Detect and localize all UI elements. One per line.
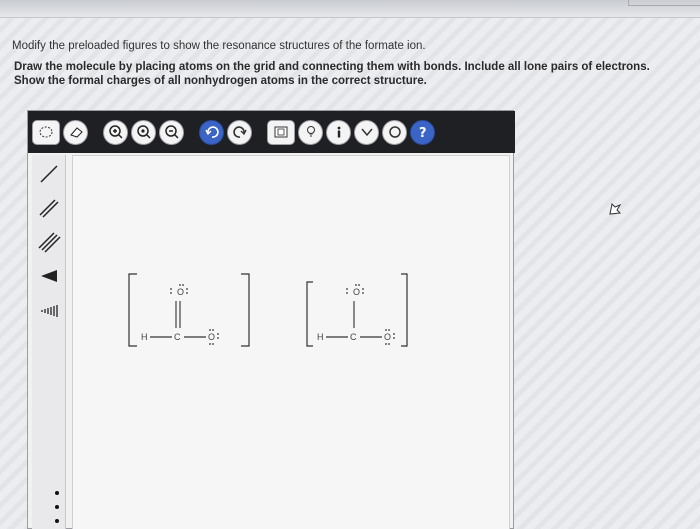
atom-o-right-1: O: [208, 332, 216, 342]
left-bracket-1: [129, 274, 137, 346]
mouse-cursor-icon: [608, 202, 622, 221]
top-right-tab[interactable]: [628, 0, 700, 6]
redo-icon[interactable]: [227, 120, 252, 145]
more-options-icon[interactable]: [50, 483, 64, 529]
instruction-line-1: Draw the molecule by placing atoms on the grid and connecting them with bonds. Include all lone pairs of electrons.: [14, 61, 650, 73]
right-bracket-1: [241, 274, 249, 346]
wedge-bond-icon[interactable]: [34, 261, 64, 291]
info-icon[interactable]: [326, 120, 351, 145]
lightbulb-icon[interactable]: [298, 120, 323, 145]
bond-tool-sidebar: [32, 155, 66, 529]
question-text: Modify the preloaded figures to show the resonance structures of the formate ion.: [12, 40, 426, 52]
hash-bond-icon[interactable]: [34, 295, 64, 325]
lasso-icon[interactable]: [32, 120, 60, 145]
question-icon[interactable]: [410, 120, 435, 145]
zoom-reset-icon[interactable]: [131, 120, 156, 145]
resonance-structure-2[interactable]: [307, 274, 407, 346]
atom-h-1: H: [141, 332, 148, 342]
molecule-drawing: [73, 156, 511, 529]
left-bracket-2: [307, 282, 313, 346]
resonance-structure-1[interactable]: [129, 274, 249, 346]
atom-c-2: C: [350, 332, 357, 342]
instruction-line-2: Show the formal charges of all nonhydrogen atoms in the correct structure.: [14, 75, 427, 87]
atom-o-right-2: O: [384, 332, 392, 342]
chevron-down-icon[interactable]: [354, 120, 379, 145]
zoom-in-icon[interactable]: [103, 120, 128, 145]
drawing-canvas[interactable]: [72, 155, 510, 529]
single-bond-icon[interactable]: [34, 159, 64, 189]
double-bond-icon[interactable]: [34, 193, 64, 223]
right-bracket-2: [401, 274, 407, 346]
triple-bond-icon[interactable]: [34, 227, 64, 257]
atom-c-1: C: [174, 332, 181, 342]
molecule-editor: [27, 110, 514, 529]
eraser-icon[interactable]: [63, 120, 88, 145]
zoom-out-icon[interactable]: [159, 120, 184, 145]
atom-o-top-1: O: [177, 287, 185, 297]
atom-o-top-2: O: [353, 287, 361, 297]
browser-top-bar: [0, 0, 700, 18]
periodic-table-icon[interactable]: [267, 120, 295, 145]
instructions: [14, 60, 694, 88]
undo-icon[interactable]: [199, 120, 224, 145]
atom-h-2: H: [317, 332, 324, 342]
editor-toolbar: [28, 111, 515, 153]
svg-text:?: ?: [418, 126, 427, 140]
circle-icon[interactable]: [382, 120, 407, 145]
